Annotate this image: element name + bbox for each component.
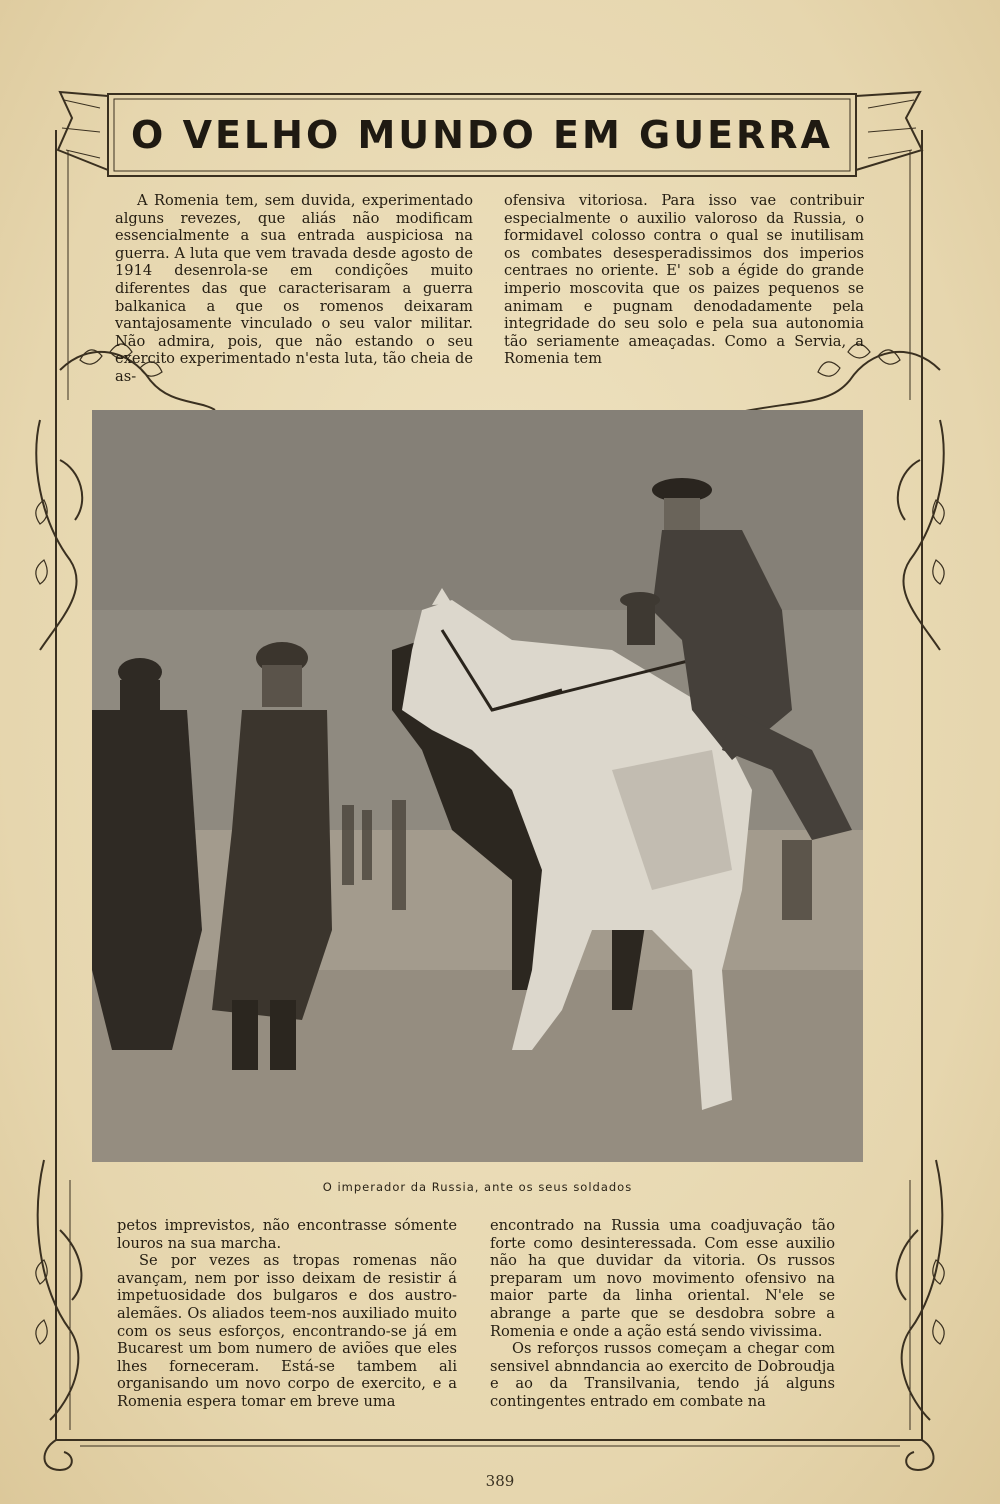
paragraph: Os reforços russos começam a chegar com sensivel abnndancia ao exercito de Dobroudja e ao da Transilvania, tendo já alguns contingentes entrado em combate na — [490, 1340, 835, 1410]
photograph-emperor-on-horse — [92, 410, 863, 1162]
article-title: O VELHO MUNDO EM GUERRA — [131, 113, 833, 157]
text-column-bottom-right — [490, 1217, 835, 1411]
text-column-bottom-left — [117, 1217, 457, 1411]
paragraph: petos imprevistos, não encontrasse sómente louros na sua marcha. — [117, 1217, 457, 1252]
paragraph: ofensiva vitoriosa. Para isso vae contribuir especialmente o auxilio valoroso da Russia, o formidavel colosso contra o qual se inutilisam os combates desesperadissimos dos imperios centraes no oriente. E' sob a égide do grande imperio moscovita que os paizes pequenos se animam e pugnam denodadamente pela integridade do seu solo e pela sua autonomia tão seriamente ameaçadas. Como a Servia, a Romenia tem — [504, 192, 864, 368]
text-column-top-left — [115, 192, 473, 386]
photo-caption: O imperador da Russia, ante os seus soldados — [322, 1180, 633, 1194]
page-number: 389 — [485, 1472, 515, 1490]
title-banner — [108, 94, 856, 176]
text-column-top-right — [504, 192, 864, 368]
paragraph: Se por vezes as tropas romenas não avançam, nem por isso deixam de resistir á impetuosidade dos bulgaros e dos austro-alemães. Os aliados teem-nos auxiliado muito com os seus esforços, encontrando-se já em Bucarest um bom numero de aviões que eles lhes forneceram. Está-se tambem ali organisando um novo corpo de exercito, e a Romenia espera tomar em breve uma — [117, 1252, 457, 1410]
paragraph: A Romenia tem, sem duvida, experimentado alguns revezes, que aliás não modificam essencialmente a sua entrada auspiciosa na guerra. A luta que vem travada desde agosto de 1914 desenrola-se em condições muito diferentes das que caracterisaram a guerra balkanica a que os romenos deixaram vantajosamente vinculado o seu valor militar. Não admira, pois, que não estando o seu exercito experimentado n'esta luta, tão cheia de as- — [115, 192, 473, 385]
photo-illustration — [92, 410, 863, 1162]
paragraph: encontrado na Russia uma coadjuvação tão forte como desinteressada. Com esse auxilio não ha que duvidar da vitoria. Os russos preparam um novo movimento ofensivo na maior parte da linha oriental. N'ele se abrange a parte que se desdobra sobre a Romenia e onde a ação está sendo vivissima. — [490, 1217, 835, 1340]
